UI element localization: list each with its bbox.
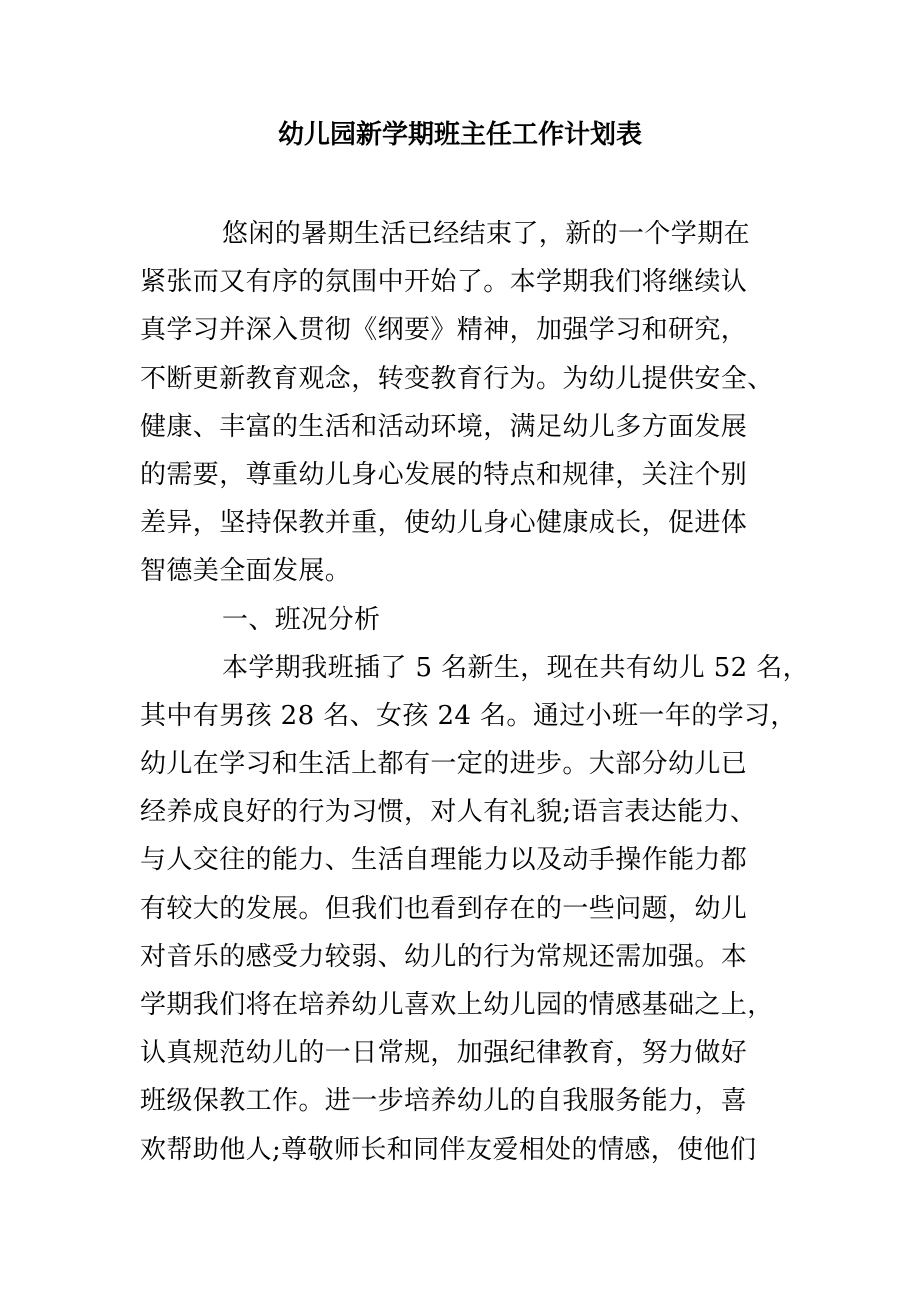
text-line: 班级保教工作。进一步培养幼儿的自我服务能力，喜 bbox=[140, 1086, 748, 1117]
text-line: 真学习并深入贯彻《纲要》精神，加强学习和研究， bbox=[140, 315, 748, 346]
text-line: 认真规范幼儿的一日常规，加强纪律教育，努力做好 bbox=[140, 1038, 748, 1069]
text-line: 的需要，尊重幼儿身心发展的特点和规律，关注个别 bbox=[140, 459, 748, 490]
text-line: 有较大的发展。但我们也看到存在的一些问题，幼儿 bbox=[140, 893, 748, 924]
text-line: 幼儿在学习和生活上都有一定的进步。大部分幼儿已 bbox=[140, 749, 748, 780]
text-line: 与人交往的能力、生活自理能力以及动手操作能力都 bbox=[140, 845, 748, 876]
text-line: 本学期我班插了 5 名新生，现在共有幼儿 52 名， bbox=[222, 652, 810, 683]
document-title: 幼儿园新学期班主任工作计划表 bbox=[277, 120, 642, 150]
text-line: 对音乐的感受力较弱、幼儿的行为常规还需加强。本 bbox=[140, 941, 748, 972]
text-line: 经养成良好的行为习惯，对人有礼貌;语言表达能力、 bbox=[140, 797, 757, 828]
text-line: 不断更新教育观念，转变教育行为。为幼儿提供安全、 bbox=[140, 363, 774, 394]
text-line: 差异，坚持保教并重，使幼儿身心健康成长，促进体 bbox=[140, 508, 748, 539]
document-body bbox=[140, 212, 810, 1176]
paragraph-intro bbox=[140, 212, 800, 598]
text-line: 悠闲的暑期生活已经结束了，新的一个学期在 bbox=[222, 219, 751, 249]
text-line: 紧张而又有序的氛围中开始了。本学期我们将继续认 bbox=[140, 267, 748, 298]
text-line: 欢帮助他人;尊敬师长和同伴友爱相处的情感，使他们 bbox=[140, 1134, 757, 1165]
text-line: 其中有男孩 28 名、女孩 24 名。通过小班一年的学习， bbox=[140, 700, 797, 731]
text-line: 健康、丰富的生活和活动环境，满足幼儿多方面发展 bbox=[140, 411, 748, 442]
text-line: 智德美全面发展。 bbox=[140, 556, 352, 587]
text-line: 学期我们将在培养幼儿喜欢上幼儿园的情感基础之上， bbox=[140, 990, 774, 1020]
paragraph-class-analysis bbox=[140, 646, 810, 1176]
section-heading-class-analysis bbox=[140, 598, 800, 646]
section-heading: 一、班况分析 bbox=[222, 604, 381, 635]
